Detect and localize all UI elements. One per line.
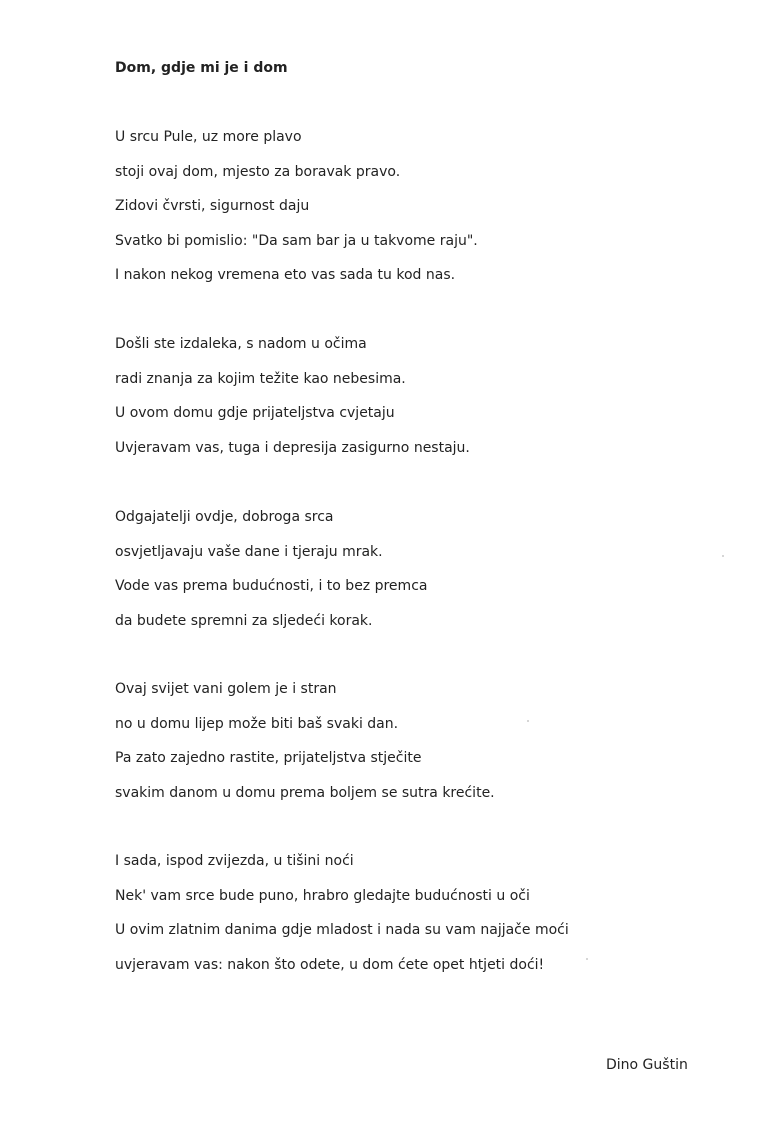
poem-line: U srcu Pule, uz more plavo	[115, 129, 302, 145]
poem-line: svakim danom u domu prema boljem se sutra krećite.	[115, 784, 495, 801]
poem-line: osvjetljavaju vaše dane i tjeraju mrak.	[115, 543, 383, 560]
stanza-3	[115, 507, 427, 645]
poem-line: no u domu lijep može biti baš svaki dan.	[115, 715, 399, 732]
author-signature: Dino Guštin	[606, 1057, 688, 1073]
poem-line: Nek' vam srce bude puno, hrabro gledajte budućnosti u oči	[115, 887, 530, 904]
stanza-1	[115, 127, 478, 300]
poem-line: radi znanja za kojim težite kao nebesima.	[115, 370, 406, 387]
poem-line: Došli ste izdaleka, s nadom u očima	[115, 336, 367, 352]
poem-line: Svatko bi pomislio: "Da sam bar ja u takvome raju".	[115, 232, 478, 249]
poem-line: I nakon nekog vremena eto vas sada tu kod nas.	[115, 267, 456, 283]
poem-line: Odgajatelji ovdje, dobroga srca	[115, 509, 334, 525]
poem-line: Zidovi čvrsti, sigurnost daju	[115, 198, 310, 214]
poem-line: uvjeravam vas: nakon što odete, u dom ćete opet htjeti doći!	[115, 956, 545, 973]
poem-line: da budete spremni za sljedeći korak.	[115, 612, 373, 629]
poem-line: U ovim zlatnim danima gdje mladost i nada su vam najjače moći	[115, 922, 569, 938]
poem-line: stoji ovaj dom, mjesto za boravak pravo.	[115, 163, 401, 180]
stanza-5	[115, 851, 569, 989]
scan-speck	[586, 958, 588, 960]
scan-speck	[527, 720, 529, 722]
poem-line: Ovaj svijet vani golem je i stran	[115, 681, 337, 697]
poem-line: U ovom domu gdje prijateljstva cvjetaju	[115, 405, 395, 421]
stanza-2	[115, 334, 470, 472]
scan-speck	[722, 555, 724, 557]
stanza-4	[115, 679, 495, 817]
poem-line: I sada, ispod zvijezda, u tišini noći	[115, 853, 354, 869]
poem-line: Vode vas prema budućnosti, i to bez premca	[115, 578, 428, 594]
poem-title: Dom, gdje mi je i dom	[115, 60, 288, 76]
poem-line: Uvjeravam vas, tuga i depresija zasigurno nestaju.	[115, 439, 470, 456]
poem-line: Pa zato zajedno rastite, prijateljstva stječite	[115, 750, 422, 766]
